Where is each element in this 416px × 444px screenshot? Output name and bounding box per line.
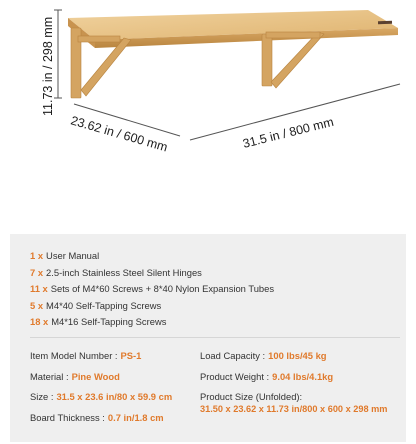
height-label: 11.73 in / 298 mm [41,16,55,116]
spec-model [30,346,172,367]
spec-label: Size : [30,391,54,402]
height-dimension [54,10,62,98]
spec-label: Product Size (Unfolded): [200,391,303,402]
item-text: M4*40 Self-Tapping Screws [46,299,162,311]
list-item [30,248,274,265]
spec-weight [200,367,387,388]
spec-material [30,367,172,388]
list-item [30,281,274,298]
item-text: User Manual [46,250,100,261]
info-panel [10,234,406,442]
specs-right-column [200,346,387,415]
item-text: M4*16 Self-Tapping Screws [51,316,167,328]
spec-value: Pine Wood [71,370,120,382]
spec-label: Material : [30,370,69,382]
spec-value: 31.50 x 23.62 x 11.73 in/800 x 600 x 298 mm [200,404,388,414]
list-item [30,298,274,315]
spec-size [30,387,172,408]
spec-label: Item Model Number : [30,350,118,361]
item-quantity: 7 x [30,266,44,278]
spec-value: 100 lbs/45 kg [268,350,327,361]
spec-thickness [30,408,172,429]
spec-label: Load Capacity : [200,350,266,361]
item-quantity: 11 x [30,283,48,295]
spec-label: Product Weight : [200,370,270,382]
spec-unfolded [200,387,387,415]
list-item [30,314,274,331]
spec-value: 9.04 lbs/4.1kg [272,370,334,382]
list-item [30,265,274,282]
right-bracket [262,32,324,88]
item-text: Sets of M4*60 Screws + 8*40 Nylon Expansion Tubes [50,283,275,295]
spec-value: 0.7 in/1.8 cm [107,411,164,423]
depth-label: 23.62 in / 600 mm [69,113,170,155]
specs-left-column [30,346,172,428]
item-quantity: 1 x [30,250,44,261]
item-quantity: 18 x [30,316,49,328]
item-text: 2.5-inch Stainless Steel Silent Hinges [46,266,202,278]
spec-value: 31.5 x 23.6 in/80 x 59.9 cm [56,391,173,402]
item-quantity: 5 x [30,299,44,311]
spec-load [200,346,387,367]
spec-value: PS-1 [120,350,142,361]
divider [30,337,400,338]
width-label: 31.5 in / 800 mm [241,114,336,151]
spec-label: Board Thickness : [30,411,105,423]
package-contents-list [30,248,274,331]
